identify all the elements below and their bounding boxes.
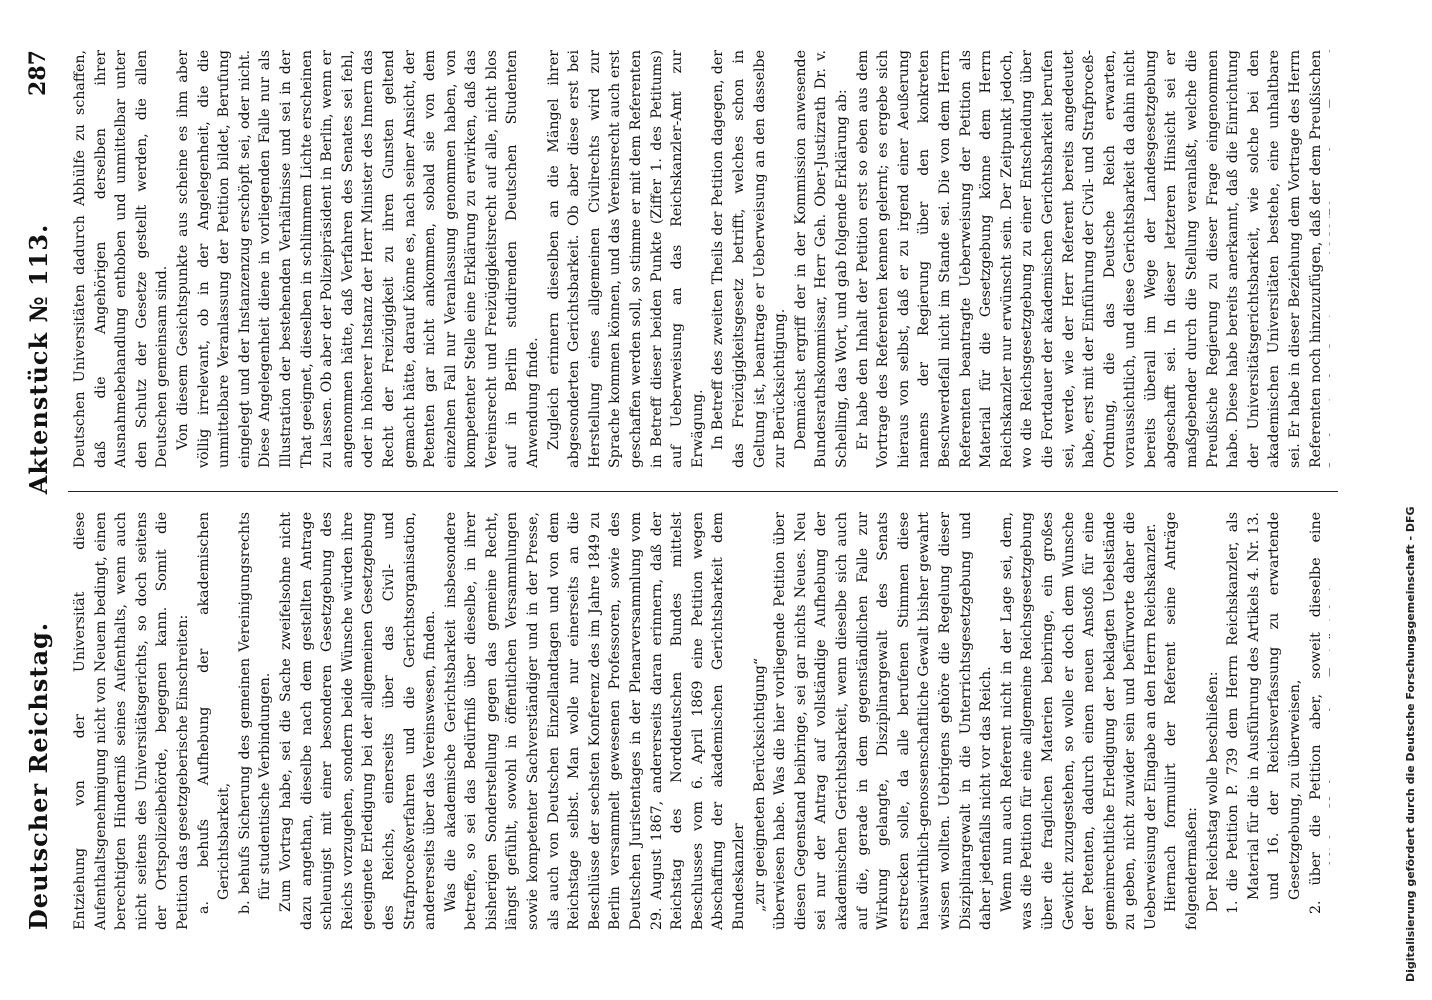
paragraph: Deutschen Universitäten dadurch Abhülfe zu schaffen, daß die Angehörigen derselben ihrer Ausnahmebehandlung enthoben und unmittelbar unter den Schutz der Gesetze gestellt werden, die allen Deutschen gemeinsam sind. — [72, 50, 171, 468]
paragraph: Zugleich erinnern dieselben an die Mängel ihrer abgesonderten Gerichtsbarkeit. Ob aber diese erst bei Herstellung eines allgemeinen Civilrechts wird zur Sprache kommen können, und das Vereinsrecht auch erst geschaffen werden soll, so stimme er mit dem Referenten in Betreff dieser beiden Punkte (Ziffer 1. des Petitums) auf Ueberweisung an das Reichskanzler-Amt zur Erwägung. — [545, 50, 706, 468]
paragraph: Der Reichstag wolle beschließen: — [1204, 671, 1221, 912]
header-page-number: 287 — [25, 50, 51, 96]
paragraph: Hiernach formulirt der Referent seine Anträge folgendermaßen: — [1163, 512, 1201, 930]
text-column-right — [70, 50, 1330, 468]
paragraph: Wenn nun auch Referent nicht in der Lage sei, dem, was die Petition für eine allgemeine Reichsgesetzgebung über die fraglichen Materien beibringe, ein großes Gewicht zuzugestehen, so wolle er doch dem Wunsche der Petenten, dadurch einen neuen Anstoß für eine gemeinrechtliche Erledigung der beklagten Uebelstände zu geben, nicht zuwider sein und befürworte daher die Ueberweisung der Eingabe an den Herrn Reichskanzler. — [998, 512, 1159, 930]
paragraph: „zur geeigneten Berücksichtigung“ — [751, 657, 768, 912]
paragraph: Zum Vortrag habe, sei die Sache zweifelsohne nicht dazu angethan, dieselbe nach dem gestellten Antrage schleunigst mit einer besonderen Gesetzgebung des Reichs vorzugehen, sondern beide Wünsche würden ihre geeignete Erledigung bei der allgemeinen Gesetzgebung des Reichs, einerseits über das Civil- und Strafproceßverfahren und die Gerichtsorganisation, andererseits über das Vereinswesen, finden. — [277, 512, 439, 930]
paragraph: Was die akademische Gerichtsbarkeit insbesondere betreffe, so sei das Bedürfniß über dieselbe, in ihrer bisherigen Sonderstellung gegen das gemeine Recht, längst gefühlt, sowohl in öffentlichen Versammlungen sowie kompetenter Sachverständiger und in der Presse, als auch von Deutschen Einzellandtagen und von dem Reichstage selbst. Man wolle nur einerseits an die Beschlüsse der sechsten Konferenz des im Jahre 1849 zu Berlin versammelt gewesenen Professoren, sowie des Deutschen Juristentages in der Plenarversammlung vom 29. August 1867, andererseits daran erinnern, daß der Reichstag des Norddeutschen Bundes mittelst Beschlusses vom 6. April 1869 eine Petition wegen Abschaffung der akademischen Gerichtsbarkeit dem Bundeskanzler — [442, 512, 747, 930]
column-divider — [68, 491, 1338, 492]
paragraph: Er habe den Inhalt der Petition erst so eben aus dem Vortrage des Referenten kennen gelernt; es ergebe sich hieraus von selbst, daß er zu irgend einer Aeußerung namens der Regierung über den konkreten Beschwerdefall nicht im Stande sei. Die von dem Herrn Referenten beantragte Ueberweisung der Petition als Material für die Gesetzgebung könne dem Herrn Reichskanzler nur erwünscht sein. Der Zeitpunkt jedoch, wo die Reichsgesetzgebung zu einer Entscheidung über die Fortdauer der akademischen Gerichtsbarkeit berufen sei, werde, wie der Herr Referent bereits angedeutet habe, erst mit der Einführung der Civil- und Strafproceß-Ordnung, die das Deutsche Reich erwarten, voraussichtlich, und diese Gerichtsbarkeit da dahin nicht bereits überall im Wege der Landesgesetzgebung abgeschafft sei. In dieser letzteren Hinsicht sei er maßgebender durch die Stellung veranlaßt, welche die Preußische Regierung zu dieser Frage eingenommen habe. Diese habe bereits anerkannt, daß die Einrichtung der Universitätsgerichtsbarkeit, wie solche bei den akademischen Universitäten bestehe, eine unhaltbare sei. Er habe in dieser Beziehung dem Vortrage des Herrn Referenten noch hinzuzufügen, daß der dem Preußischen — [854, 50, 1324, 468]
paragraph: Von diesem Gesichtspunkte aus scheine es ihm aber völlig irrelevant, ob in der Angelegenheit, die die unmittelbare Veranlassung der Petition bildet, Berufung eingelegt und der Instanzenzug erschöpft sei, oder nicht. Diese Angelegenheit diene in vorliegenden Falle nur als Illustration der bestehenden Verhältnisse und sei in der That geeignet, dieselben in schlimmem Lichte erscheinen zu lassen. Ob aber der Polizeipräsident in Berlin, wenn er angenommen hätte, daß Verfahren des Senates sei fehl, oder in höherer Instanz der Herr Minister des Innern das Recht der Freizügigkeit zu ihren Gunsten geltend gemacht hätte, darauf könne es, nach seiner Ansicht, der Petenten gar nicht ankommen, sobald sie von dem einzelnen Fall nur Veranlassung genommen haben, von kompetenter Stelle eine Erklärung zu erwirken, daß das Vereinsrecht und Freizügigkeitsrecht auf alle, nicht blos auf in Berlin studirenden Deutschen Studenten Anwendung finde. — [174, 50, 542, 468]
list-item: b. behufs Sicherung des gemeinen Vereinigungsrechts für studentische Verbindungen. — [236, 512, 274, 914]
list-item: a. behufs Aufhebung der akademischen Gerichtsbarkeit, — [195, 512, 233, 914]
header-publication-title: Deutscher Reichstag. — [23, 621, 53, 930]
credit-text: Digitalisierung gefördert durch die Deutsche Forschungsgemeinschaft - DFG — [1404, 506, 1417, 982]
page-header — [18, 50, 58, 930]
paragraph: überwiesen habe. Was die hier vorliegende Petition über diesen Gegenstand beibringe, sei gar nichts Neues. Neu sei nur der Antrag auf vollständige Aufhebung der akademischen Gerichtsbarkeit, wenn dieselbe sich auch auf die, gerade in dem gegenständlichen Falle zur Wirkung gelangte, Disziplinargewalt des Senats erstrecken solle, da alle berufenen Stimmen diese hauswirthlich-genossenschaftliche Gewalt bisher gewahrt wissen wollten. Uebrigens gehöre die Regelung dieser Disziplinargewalt in die Unterrichtsgesetzgebung und daher jedenfalls nicht vor das Reich. — [772, 512, 995, 930]
list-item: 1. die Petition P. 739 dem Herrn Reichskanzler, als Material für die in Ausführung des Artikels 4. Nr. 13. und 16. der Reichsverfassung zu erwartende Gesetzgebung, zu überweisen, — [1225, 512, 1304, 914]
digitization-credit — [1396, 0, 1426, 1000]
paragraph: Entziehung von der Universität diese Aufenthaltsgenehmigung nicht von Neuem bedingt, einen berechtigten Hinderniß seines Aufenthalts, wenn auch nicht seitens des Universitätsgerichts, so doch seitens der Ortspolizeibehörde, begegnen kann. Somit die Petition das gesetzgeberische Einschreiten: — [72, 512, 191, 930]
list-item: 2. über die Petition aber, soweit dieselbe eine — [1307, 512, 1324, 914]
paragraph: Demnächst ergriff der in der Kommission anwesende Bundesrathskommissar, Herr Geh. Ober-Justizrath Dr. v. Schelling, das Wort, und gab folgende Erklärung ab: — [792, 50, 850, 468]
text-column-left — [70, 512, 1330, 930]
header-document-number: Aktenstück № 113. — [23, 223, 53, 495]
paragraph: In Betreff des zweiten Theils der Petition dagegen, der das Freizügigkeitsgesetz betrifft, welches schon in Geltung ist, beantrage er Ueberweisung an den dasselbe zur Berücksichtigung. — [710, 50, 789, 468]
